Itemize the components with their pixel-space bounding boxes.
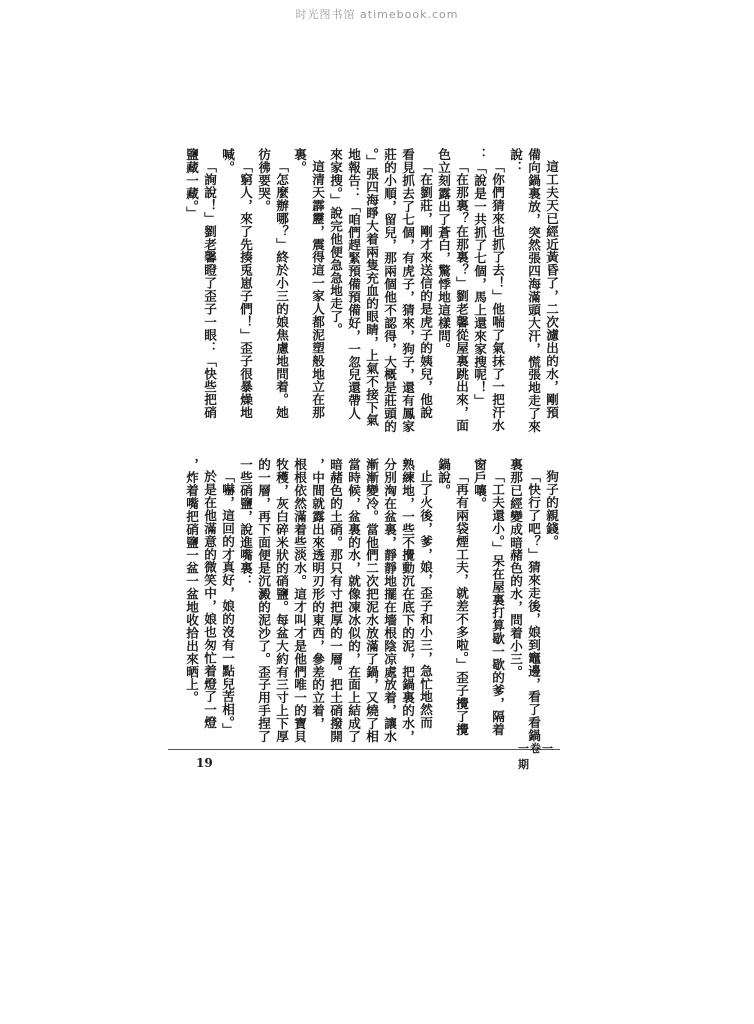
text-column: 熟練地，一些不攪動沉在底下的泥，把鍋裏的水， [400, 458, 415, 743]
text-column: 裏那已經變成暗赭色的水，問着小三。 [508, 458, 523, 679]
book-page [168, 148, 560, 800]
text-column: 窗戶嚷。 [472, 458, 487, 510]
text-column: 鍋說。 [436, 458, 451, 497]
text-column: 「再有兩袋煙工夫，就差不多啦。」歪子攪了攪 [454, 470, 469, 736]
page-number: 19 [196, 756, 213, 770]
text-column: 鹽藏一藏。」 [184, 148, 199, 220]
text-column: 「在那裏？在那裏？」劉老馨從屋裏跳出來，面 [454, 160, 469, 432]
text-column: 暗赭色的土硝。那只有寸把厚的一層。把土硝撥開 [328, 458, 343, 743]
text-column: 「在劉莊，剛才來送信的是虎子的姨兒，他說 [418, 160, 433, 419]
text-column: 「嚇，這回的才真好，娘的沒有一點兒苦相。」 [220, 470, 235, 736]
text-column: 於是在他滿意的微笑中，娘也匆忙着燈了一燈 [202, 470, 217, 729]
text-column: 彷彿要哭。 [256, 148, 271, 213]
text-column: 裏。 [292, 148, 307, 174]
text-column: 當時候，盆裏的水，就像凍冰似的，在面上結成了 [346, 458, 361, 743]
text-column: 地報告：「咱們趕緊預備預備好，一忽兒還帶人 [346, 148, 361, 420]
text-column: 「怎麼辦哪？」終於小三的娘焦慮地問着。她 [274, 160, 289, 419]
text-column: 色立刻露出了蒼白，驚悸地這樣問。 [436, 148, 451, 356]
lower-text-block [182, 458, 560, 743]
text-column: 分別洶在盆裏，靜靜地擺在墻根陰凉處放着，讓水 [382, 458, 397, 743]
text-column: 狗子的親錢。 [544, 470, 559, 548]
text-column: 根根依然滿着些淡水。這才叫才是他們唯一的寶貝 [292, 458, 307, 743]
text-column: ：「說是一共抓了七個，馬上還來家搜呢！」 [472, 148, 487, 407]
text-column: 來家搜。」說完他便急急地走了。 [328, 148, 343, 336]
text-column: 。」張四海睜大着兩隻充血的眼睛，上氣不接下氣 [364, 148, 379, 427]
text-column: 「快行了吧？」猜來走後，娘到竈邊，看了看鍋 [526, 470, 541, 742]
text-column: 止了火後，爹，娘，歪子和小三，急忙地然而 [418, 470, 433, 729]
footer-rule [168, 749, 560, 750]
upper-text-block [182, 148, 560, 433]
text-column: ，中間就露出來透明刃形的東西，參差的立着， [310, 458, 325, 730]
text-column: 備向鍋裏放，突然張四海滿頭大汗，慌張地走了來 [526, 148, 541, 433]
text-column: 這清天霹靂，震得這一家人都泥塑般地立在那 [310, 160, 325, 419]
text-column: 看見抓去了七個，有虎子，猜來，狗子，還有鳳家 [400, 148, 415, 433]
text-column: 「你們猜來也抓了去！」他喘了氣抹了一把汗水 [490, 160, 505, 432]
text-column: 一些硝鹽，說進嘴裏： [238, 458, 253, 588]
text-column: 「詢說！」劉老馨瞪了歪子一眼：「快些把硝 [202, 160, 217, 419]
text-column: 喊。 [220, 148, 235, 174]
text-column: 這工夫天已經近黃昏了，二次濾出的水，剛預 [544, 160, 559, 419]
text-column: 漸漸變冷。當他們二次把泥水放滿了鍋，又燒了相 [364, 458, 379, 743]
text-column: 的一層，再下面便是沉澱的泥沙了。歪子用手捏了 [256, 458, 271, 743]
site-watermark: 时光图书馆 atimebook.com [295, 8, 459, 21]
text-column: 牧穫，灰白碎米狀的硝鹽。每盆大約有三寸上下厚 [274, 458, 289, 743]
text-column: 莊的小順，留兒，那兩個他不認得，大概是莊頭的 [382, 148, 397, 433]
text-column: ，炸着嘴把硝鹽一盆一盆地收拾出來晒上。 [184, 458, 199, 705]
text-column: 「窮人，來了先揍兎崽子們！」歪子很暴燥地 [238, 160, 253, 419]
text-column: 「工夫還小。」呆在屋裏打算歇一歇的爹，隔着 [490, 470, 505, 736]
series-mark: 一卷一期 [518, 742, 554, 771]
text-column: 說： [508, 148, 523, 174]
